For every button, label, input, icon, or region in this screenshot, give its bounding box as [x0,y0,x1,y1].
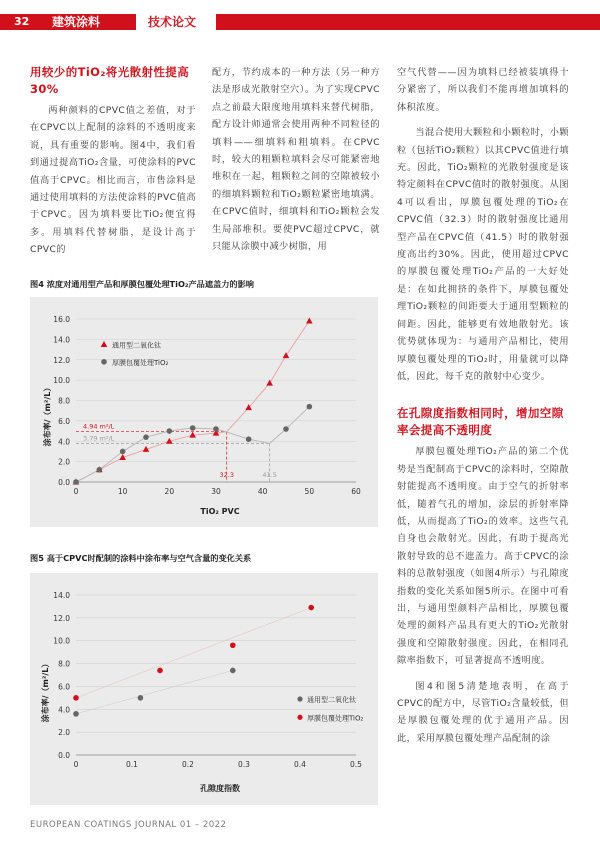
y-tick-label: 10.0 [53,376,70,386]
y-tick-label: 14.0 [53,335,70,345]
data-point [73,711,79,717]
legend-marker [297,715,302,720]
y-tick-label: 8.0 [58,396,70,406]
figure-5-chart [30,573,378,805]
page-number: 32 [14,15,30,28]
data-point [266,380,273,386]
y-tick-label: 4.0 [58,437,70,447]
data-point [230,642,236,648]
y-tick-label: 6.0 [58,416,70,426]
footer: EUROPEAN COATINGS JOURNAL 01 – 2022 [30,820,227,830]
x-tick-label: 0.2 [182,760,194,769]
data-point [138,695,144,701]
y-tick-label: 16.0 [53,315,70,324]
annotation-label: 4.94 m²/L [83,422,115,431]
x-tick-label: 0.5 [350,760,362,769]
magazine-title: 建筑涂料 [52,15,101,29]
data-point [73,695,79,701]
paragraph: 当混合使用大颗粒和小颗粒时，小颗粒（包括TiO₂颗粒）以其CPVC值进行填充。因此，TiO₂颗粒的光散射强度是该特定颜料在CPVC值时的散射强度。从图4可以看出，厚膜包覆处理的TiO₂在CPVC值（32.3）时的散射强度比通用型产品在CPVC值（41.5）时的散射强度高出约30%。因此，使用超过CPVC的厚膜包覆处理TiO₂产品的一大好处是：在如此拥挤的条件下，厚膜包覆处理TiO₂颗粒的间距要大于通用型颗粒的间距。因此，能够更有效地散射光。该优势就体现为：与通用产品相比，使用厚膜包覆处理的TiO₂时，用量就可以降低，因此，每千克的散射中心变少。 [397,127,569,382]
x-tick-label: 0.4 [294,760,306,769]
y-tick-label: 12.0 [53,613,70,623]
section-title: 技术论文 [148,15,197,29]
paragraph: 厚膜包覆处理TiO₂产品的第二个优势是当配制高于CPVC的涂料时，空隙散射能提高不透明度。由于空气的折射率低，随着气孔的增加，涂层的折射率降低，从而提高了TiO₂的效率。这些气孔自身也会散射光。因此，有助于提高光散射导致的总不遮盖力。高于CPVC的涂料的总散射强度（如图4所示）与孔隙度指数的变化关系如图5所示。在图中可看出，与通用型颜料产品相比，厚膜包覆处理的颜料产品具有更大的TiO₂光散射强度和空隙散射强度。因此，在相同孔隙率指数下，可显著提高不透明度。 [397,446,569,667]
data-point [190,425,196,431]
legend-label: 通用型二氧化钛 [307,696,356,704]
y-tick-label: 0.0 [58,478,70,487]
data-point [97,467,103,473]
data-point [73,479,79,485]
y-tick-label: 14.0 [53,591,70,600]
data-point [120,449,126,455]
data-point [143,434,149,440]
x-tick-label: 0 [73,487,79,496]
y-tick-label: 6.0 [58,682,70,692]
x-tick-label: 10 [117,487,128,496]
x-tick-label: 60 [351,487,361,496]
paragraph: 图4和图5清楚地表明，在高于CPVC的配方中，尽管TiO₂含量较低，但是厚膜包覆处理的优于通用产品。因此，采用厚膜包覆处理产品配制的涂 [397,680,569,744]
figure-4-panel [30,297,378,527]
x-tick-label: 50 [304,487,315,496]
y-tick-label: 12.0 [53,355,70,365]
legend-marker [101,341,108,347]
left-column [30,64,196,259]
legend-label: 厚膜包覆处理TiO₂ [112,358,169,367]
trend-line [76,670,233,713]
data-point [157,668,163,674]
data-point [283,426,289,432]
x-tick-label: 30 [211,487,221,496]
data-point [307,404,313,410]
paragraph: 配方，节约成本的一种方法（另一种方法是形成光散射空穴）。为了实现CPVC点之前最大限度地用填料来替代树脂，配方设计师通常会使用两种不同粒径的填料——细填料和粗填料。在CPVC时，较大的粗颗粒填料会尽可能紧密地堆积在一起，粗颗粒之间的空隙被较小的细填料颗粒和TiO₂颗粒紧密地填满。在CPVC值时，细填料和TiO₂颗粒会发生局部堆积。要使PVC超过CPVC，就只能从涂膜中减少树脂，用 [212,67,380,253]
data-point [308,605,314,611]
x-tick-label: 40 [257,487,268,496]
y-tick-label: 8.0 [58,659,70,669]
section-heading-1: 用较少的TiO₂将光散射性提高 30% [30,65,190,96]
y-tick-label: 2.0 [58,728,70,738]
data-point [306,318,313,324]
data-point [167,428,173,434]
annotation-label: 3.79 m²/L [83,434,115,443]
middle-column [212,64,380,255]
right-column [397,64,569,747]
data-point [213,426,219,432]
legend-marker [297,696,302,701]
page-header [0,0,600,36]
data-point [246,436,252,442]
section-heading-2: 在孔隙度指数相同时，增加空隙 率会提高不透明度 [397,406,564,438]
x-tick-label: 0.1 [126,760,138,769]
x-tick-label: 0 [73,760,79,769]
y-axis-label: 涂布率/（m²/L） [43,383,52,447]
legend-label: 通用型二氧化钛 [112,341,161,350]
x-axis-label: TiO₂ PVC [200,507,240,516]
figure-4-chart [30,297,378,527]
y-tick-label: 2.0 [58,457,70,467]
figure-5-panel [30,573,378,805]
y-tick-label: 10.0 [53,636,70,646]
legend-label: 厚膜包覆处理TiO₂ [307,714,364,723]
figure-4-caption: 图4 浓度对通用型产品和厚膜包覆处理TiO₂产品遮盖力的影响 [30,279,254,289]
x-tick-label: 0.3 [238,760,250,769]
y-axis-label: 涂布率/（m²/L） [41,659,50,723]
annotation-label: 41.5 [262,471,277,479]
y-tick-label: 4.0 [58,705,70,715]
trend-line [76,608,311,698]
data-point [283,352,290,358]
paragraph: 两种颜料的CPVC值之差值，对于在CPVC以上配制的涂料的不透明度来说，具有重要的影响。图4中，我们看到通过提高TiO₂含量，可使涂料的PVC值高于CPVC。相比而言，市售涂料是通过使用填料的方法使涂料的PVC值高于CPVC。因为填料要比TiO₂便宜得多。用填料代替树脂，是设计高于CPVC的 [30,105,196,256]
annotation-label: 32.3 [219,471,234,479]
y-tick-label: 0.0 [58,751,70,760]
x-axis-label: 孔隙度指数 [200,784,240,793]
figure-5-caption: 图5 高于CPVC时配制的涂料中涂布率与空气含量的变化关系 [30,553,252,563]
series-line [76,321,309,482]
data-point [230,668,236,674]
paragraph: 空气代替——因为填料已经被装填得十分紧密了，所以我们不能再增加填料的体积浓度。 [397,67,569,113]
legend-marker [101,359,107,365]
x-tick-label: 20 [164,487,175,496]
